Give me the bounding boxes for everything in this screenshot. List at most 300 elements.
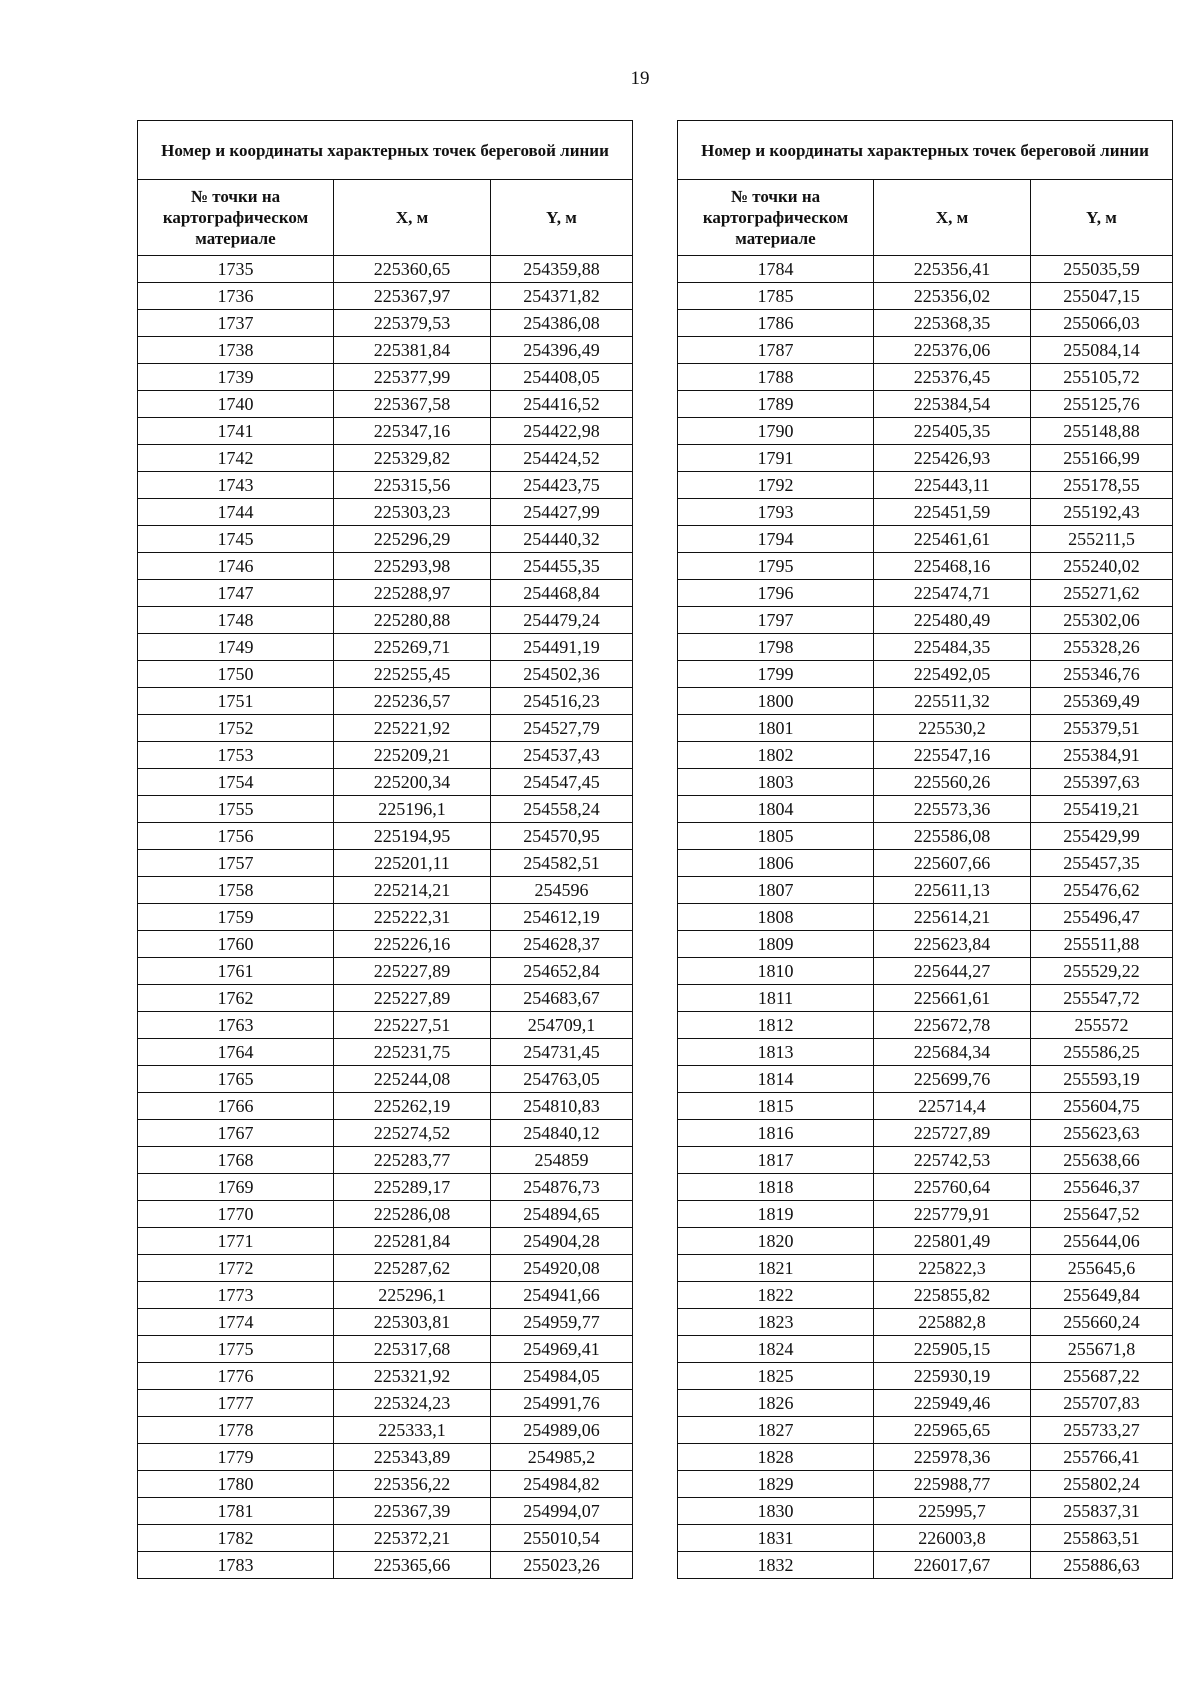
cell-y: 254991,76 — [491, 1390, 633, 1417]
cell-y: 254989,06 — [491, 1417, 633, 1444]
cell-x: 226017,67 — [874, 1552, 1031, 1579]
cell-x: 226003,8 — [874, 1525, 1031, 1552]
table-row — [138, 1174, 633, 1201]
cell-x: 225607,66 — [874, 850, 1031, 877]
cell-point-number: 1738 — [138, 337, 334, 364]
cell-x: 225492,05 — [874, 661, 1031, 688]
table-row — [678, 796, 1173, 823]
cell-point-number: 1814 — [678, 1066, 874, 1093]
cell-x: 225801,49 — [874, 1228, 1031, 1255]
table-row — [138, 796, 633, 823]
cell-point-number: 1787 — [678, 337, 874, 364]
table-row — [138, 688, 633, 715]
table-row — [138, 553, 633, 580]
cell-point-number: 1806 — [678, 850, 874, 877]
cell-x: 225586,08 — [874, 823, 1031, 850]
table-row — [138, 1363, 633, 1390]
table-row — [678, 418, 1173, 445]
cell-point-number: 1818 — [678, 1174, 874, 1201]
cell-point-number: 1770 — [138, 1201, 334, 1228]
cell-y: 255125,76 — [1031, 391, 1173, 418]
cell-y: 255047,15 — [1031, 283, 1173, 310]
cell-point-number: 1816 — [678, 1120, 874, 1147]
table-row — [678, 688, 1173, 715]
cell-y: 255687,22 — [1031, 1363, 1173, 1390]
cell-x: 225530,2 — [874, 715, 1031, 742]
cell-y: 254612,19 — [491, 904, 633, 931]
cell-point-number: 1813 — [678, 1039, 874, 1066]
cell-y: 255863,51 — [1031, 1525, 1173, 1552]
table-row — [138, 445, 633, 472]
cell-y: 254570,95 — [491, 823, 633, 850]
cell-x: 225221,92 — [334, 715, 491, 742]
table-row — [138, 1309, 633, 1336]
cell-point-number: 1796 — [678, 580, 874, 607]
cell-point-number: 1791 — [678, 445, 874, 472]
table-row — [138, 634, 633, 661]
cell-point-number: 1751 — [138, 688, 334, 715]
cell-point-number: 1827 — [678, 1417, 874, 1444]
column-header-x: X, м — [334, 180, 491, 256]
table-row — [678, 364, 1173, 391]
cell-y: 255660,24 — [1031, 1309, 1173, 1336]
cell-point-number: 1797 — [678, 607, 874, 634]
cell-y: 255604,75 — [1031, 1093, 1173, 1120]
cell-y: 254984,82 — [491, 1471, 633, 1498]
cell-point-number: 1746 — [138, 553, 334, 580]
cell-x: 225288,97 — [334, 580, 491, 607]
cell-y: 255419,21 — [1031, 796, 1173, 823]
cell-y: 255023,26 — [491, 1552, 633, 1579]
cell-y: 255837,31 — [1031, 1498, 1173, 1525]
cell-x: 225365,66 — [334, 1552, 491, 1579]
cell-point-number: 1743 — [138, 472, 334, 499]
table-row — [138, 364, 633, 391]
cell-point-number: 1747 — [138, 580, 334, 607]
cell-x: 225262,19 — [334, 1093, 491, 1120]
cell-x: 225315,56 — [334, 472, 491, 499]
cell-point-number: 1768 — [138, 1147, 334, 1174]
table-row — [678, 1066, 1173, 1093]
cell-y: 254969,41 — [491, 1336, 633, 1363]
cell-y: 255572 — [1031, 1012, 1173, 1039]
cell-x: 225376,45 — [874, 364, 1031, 391]
table-row — [678, 337, 1173, 364]
cell-y: 255302,06 — [1031, 607, 1173, 634]
table-row — [138, 1525, 633, 1552]
cell-x: 225324,23 — [334, 1390, 491, 1417]
table-row — [678, 1201, 1173, 1228]
cell-point-number: 1782 — [138, 1525, 334, 1552]
cell-x: 225231,75 — [334, 1039, 491, 1066]
table-row — [138, 1039, 633, 1066]
table-row — [678, 931, 1173, 958]
table-title: Номер и координаты характерных точек береговой линии — [138, 121, 633, 180]
table-row — [678, 1039, 1173, 1066]
cell-x: 225949,46 — [874, 1390, 1031, 1417]
cell-point-number: 1792 — [678, 472, 874, 499]
cell-point-number: 1764 — [138, 1039, 334, 1066]
cell-y: 255429,99 — [1031, 823, 1173, 850]
cell-x: 225714,4 — [874, 1093, 1031, 1120]
cell-point-number: 1769 — [138, 1174, 334, 1201]
cell-point-number: 1831 — [678, 1525, 874, 1552]
table-row — [678, 1147, 1173, 1174]
table-row — [138, 1228, 633, 1255]
cell-y: 254859 — [491, 1147, 633, 1174]
cell-y: 255178,55 — [1031, 472, 1173, 499]
cell-x: 225356,41 — [874, 256, 1031, 283]
table-row — [138, 958, 633, 985]
table-row — [678, 1390, 1173, 1417]
cell-point-number: 1765 — [138, 1066, 334, 1093]
cell-point-number: 1740 — [138, 391, 334, 418]
cell-x: 225227,51 — [334, 1012, 491, 1039]
table-row — [138, 283, 633, 310]
cell-point-number: 1745 — [138, 526, 334, 553]
cell-x: 225905,15 — [874, 1336, 1031, 1363]
cell-x: 225511,32 — [874, 688, 1031, 715]
cell-point-number: 1780 — [138, 1471, 334, 1498]
table-row — [678, 1282, 1173, 1309]
table-row — [138, 1498, 633, 1525]
table-row — [678, 823, 1173, 850]
cell-point-number: 1820 — [678, 1228, 874, 1255]
table-row — [678, 391, 1173, 418]
cell-x: 225296,29 — [334, 526, 491, 553]
cell-y: 254547,45 — [491, 769, 633, 796]
table-row — [138, 1417, 633, 1444]
table-row — [678, 1255, 1173, 1282]
table-row — [678, 1525, 1173, 1552]
table-row — [678, 634, 1173, 661]
cell-y: 254527,79 — [491, 715, 633, 742]
table-row — [138, 877, 633, 904]
table-row — [678, 742, 1173, 769]
table-row — [678, 769, 1173, 796]
cell-x: 225226,16 — [334, 931, 491, 958]
cell-x: 225227,89 — [334, 985, 491, 1012]
cell-point-number: 1775 — [138, 1336, 334, 1363]
cell-y: 254582,51 — [491, 850, 633, 877]
cell-x: 225855,82 — [874, 1282, 1031, 1309]
table-row — [138, 715, 633, 742]
cell-x: 225965,65 — [874, 1417, 1031, 1444]
cell-point-number: 1794 — [678, 526, 874, 553]
cell-y: 254731,45 — [491, 1039, 633, 1066]
page-number: 19 — [630, 68, 650, 89]
cell-point-number: 1781 — [138, 1498, 334, 1525]
cell-point-number: 1799 — [678, 661, 874, 688]
cell-x: 225289,17 — [334, 1174, 491, 1201]
cell-x: 225443,11 — [874, 472, 1031, 499]
table-row — [678, 580, 1173, 607]
cell-x: 225547,16 — [874, 742, 1031, 769]
cell-point-number: 1829 — [678, 1471, 874, 1498]
cell-y: 254440,32 — [491, 526, 633, 553]
cell-y: 254408,05 — [491, 364, 633, 391]
cell-point-number: 1749 — [138, 634, 334, 661]
cell-x: 225573,36 — [874, 796, 1031, 823]
cell-y: 255733,27 — [1031, 1417, 1173, 1444]
cell-point-number: 1756 — [138, 823, 334, 850]
cell-point-number: 1753 — [138, 742, 334, 769]
cell-y: 255547,72 — [1031, 985, 1173, 1012]
cell-point-number: 1830 — [678, 1498, 874, 1525]
cell-y: 255586,25 — [1031, 1039, 1173, 1066]
table-row — [678, 553, 1173, 580]
cell-x: 225468,16 — [874, 553, 1031, 580]
cell-y: 254468,84 — [491, 580, 633, 607]
table-row — [138, 499, 633, 526]
table-row — [678, 1444, 1173, 1471]
table-row — [138, 337, 633, 364]
table-title: Номер и координаты характерных точек береговой линии — [678, 121, 1173, 180]
cell-point-number: 1758 — [138, 877, 334, 904]
cell-x: 225644,27 — [874, 958, 1031, 985]
cell-x: 225760,64 — [874, 1174, 1031, 1201]
cell-y: 255084,14 — [1031, 337, 1173, 364]
table-row — [138, 1336, 633, 1363]
cell-point-number: 1773 — [138, 1282, 334, 1309]
cell-y: 254876,73 — [491, 1174, 633, 1201]
table-row — [678, 499, 1173, 526]
cell-y: 255766,41 — [1031, 1444, 1173, 1471]
cell-x: 225661,61 — [874, 985, 1031, 1012]
cell-y: 254491,19 — [491, 634, 633, 661]
cell-point-number: 1761 — [138, 958, 334, 985]
cell-point-number: 1815 — [678, 1093, 874, 1120]
table-row — [678, 1120, 1173, 1147]
table-row — [678, 1552, 1173, 1579]
cell-x: 225321,92 — [334, 1363, 491, 1390]
cell-x: 225461,61 — [874, 526, 1031, 553]
table-row — [678, 715, 1173, 742]
table-row — [678, 1012, 1173, 1039]
cell-y: 255707,83 — [1031, 1390, 1173, 1417]
cell-y: 254502,36 — [491, 661, 633, 688]
cell-point-number: 1800 — [678, 688, 874, 715]
table-row — [678, 1417, 1173, 1444]
table-row — [138, 1120, 633, 1147]
column-header-y: Y, м — [1031, 180, 1173, 256]
table-row — [678, 661, 1173, 688]
cell-y: 254810,83 — [491, 1093, 633, 1120]
cell-point-number: 1812 — [678, 1012, 874, 1039]
cell-y: 254416,52 — [491, 391, 633, 418]
cell-x: 225222,31 — [334, 904, 491, 931]
cell-y: 254920,08 — [491, 1255, 633, 1282]
cell-y: 254423,75 — [491, 472, 633, 499]
table-row — [138, 580, 633, 607]
table-row — [138, 1201, 633, 1228]
cell-x: 225451,59 — [874, 499, 1031, 526]
cell-y: 255457,35 — [1031, 850, 1173, 877]
cell-x: 225372,21 — [334, 1525, 491, 1552]
cell-x: 225426,93 — [874, 445, 1031, 472]
cell-x: 225343,89 — [334, 1444, 491, 1471]
cell-point-number: 1755 — [138, 796, 334, 823]
cell-y: 255148,88 — [1031, 418, 1173, 445]
cell-y: 255397,63 — [1031, 769, 1173, 796]
cell-y: 254840,12 — [491, 1120, 633, 1147]
table-row — [138, 931, 633, 958]
cell-y: 255623,63 — [1031, 1120, 1173, 1147]
cell-y: 255671,8 — [1031, 1336, 1173, 1363]
cell-y: 255240,02 — [1031, 553, 1173, 580]
cell-point-number: 1824 — [678, 1336, 874, 1363]
cell-y: 254537,43 — [491, 742, 633, 769]
cell-x: 225672,78 — [874, 1012, 1031, 1039]
cell-x: 225356,02 — [874, 283, 1031, 310]
cell-y: 255369,49 — [1031, 688, 1173, 715]
cell-y: 254959,77 — [491, 1309, 633, 1336]
table-row — [678, 958, 1173, 985]
cell-point-number: 1784 — [678, 256, 874, 283]
column-header-point-number: № точки на картографическом материале — [138, 180, 334, 256]
cell-y: 255593,19 — [1031, 1066, 1173, 1093]
cell-x: 225303,81 — [334, 1309, 491, 1336]
cell-point-number: 1786 — [678, 310, 874, 337]
cell-y: 254894,65 — [491, 1201, 633, 1228]
cell-x: 225978,36 — [874, 1444, 1031, 1471]
cell-point-number: 1744 — [138, 499, 334, 526]
cell-point-number: 1754 — [138, 769, 334, 796]
table-row — [138, 1066, 633, 1093]
table-row — [678, 310, 1173, 337]
cell-x: 225255,45 — [334, 661, 491, 688]
table-row — [678, 904, 1173, 931]
table-row — [138, 310, 633, 337]
table-row — [138, 904, 633, 931]
table-row — [138, 769, 633, 796]
cell-y: 254422,98 — [491, 418, 633, 445]
cell-x: 225287,62 — [334, 1255, 491, 1282]
cell-x: 225194,95 — [334, 823, 491, 850]
table-row — [138, 1012, 633, 1039]
cell-y: 254455,35 — [491, 553, 633, 580]
table-row — [138, 1255, 633, 1282]
cell-y: 255105,72 — [1031, 364, 1173, 391]
cell-point-number: 1822 — [678, 1282, 874, 1309]
cell-x: 225367,39 — [334, 1498, 491, 1525]
cell-point-number: 1821 — [678, 1255, 874, 1282]
cell-y: 254427,99 — [491, 499, 633, 526]
cell-y: 254904,28 — [491, 1228, 633, 1255]
cell-x: 225742,53 — [874, 1147, 1031, 1174]
cell-point-number: 1789 — [678, 391, 874, 418]
cell-x: 225317,68 — [334, 1336, 491, 1363]
cell-point-number: 1776 — [138, 1363, 334, 1390]
cell-x: 225356,22 — [334, 1471, 491, 1498]
cell-x: 225280,88 — [334, 607, 491, 634]
cell-x: 225293,98 — [334, 553, 491, 580]
coordinates-table-right — [677, 120, 1173, 1579]
cell-x: 225209,21 — [334, 742, 491, 769]
cell-x: 225623,84 — [874, 931, 1031, 958]
cell-x: 225347,16 — [334, 418, 491, 445]
cell-x: 225286,08 — [334, 1201, 491, 1228]
cell-y: 255476,62 — [1031, 877, 1173, 904]
cell-x: 225376,06 — [874, 337, 1031, 364]
cell-point-number: 1783 — [138, 1552, 334, 1579]
cell-x: 225699,76 — [874, 1066, 1031, 1093]
cell-point-number: 1808 — [678, 904, 874, 931]
cell-y: 255346,76 — [1031, 661, 1173, 688]
cell-point-number: 1742 — [138, 445, 334, 472]
cell-point-number: 1760 — [138, 931, 334, 958]
cell-point-number: 1823 — [678, 1309, 874, 1336]
table-row — [138, 1444, 633, 1471]
cell-y: 255379,51 — [1031, 715, 1173, 742]
cell-y: 255192,43 — [1031, 499, 1173, 526]
cell-point-number: 1741 — [138, 418, 334, 445]
table-row — [138, 1093, 633, 1120]
table-row — [678, 850, 1173, 877]
table-row — [138, 850, 633, 877]
cell-point-number: 1805 — [678, 823, 874, 850]
table-row — [678, 985, 1173, 1012]
table-row — [678, 1363, 1173, 1390]
table-row — [678, 877, 1173, 904]
table-row — [138, 1282, 633, 1309]
table-row — [138, 526, 633, 553]
cell-point-number: 1798 — [678, 634, 874, 661]
cell-point-number: 1757 — [138, 850, 334, 877]
cell-x: 225474,71 — [874, 580, 1031, 607]
cell-point-number: 1774 — [138, 1309, 334, 1336]
cell-y: 254386,08 — [491, 310, 633, 337]
cell-y: 255066,03 — [1031, 310, 1173, 337]
cell-y: 255802,24 — [1031, 1471, 1173, 1498]
cell-point-number: 1826 — [678, 1390, 874, 1417]
cell-y: 255328,26 — [1031, 634, 1173, 661]
table-row — [678, 283, 1173, 310]
cell-y: 255646,37 — [1031, 1174, 1173, 1201]
cell-x: 225329,82 — [334, 445, 491, 472]
cell-x: 225405,35 — [874, 418, 1031, 445]
cell-x: 225303,23 — [334, 499, 491, 526]
cell-point-number: 1739 — [138, 364, 334, 391]
table-row — [678, 1336, 1173, 1363]
table-row — [138, 1147, 633, 1174]
cell-y: 255211,5 — [1031, 526, 1173, 553]
cell-y: 255886,63 — [1031, 1552, 1173, 1579]
cell-x: 225684,34 — [874, 1039, 1031, 1066]
cell-x: 225244,08 — [334, 1066, 491, 1093]
cell-point-number: 1763 — [138, 1012, 334, 1039]
cell-y: 254396,49 — [491, 337, 633, 364]
cell-x: 225560,26 — [874, 769, 1031, 796]
table-row — [138, 742, 633, 769]
cell-point-number: 1779 — [138, 1444, 334, 1471]
cell-point-number: 1825 — [678, 1363, 874, 1390]
table-row — [678, 607, 1173, 634]
table-row — [678, 445, 1173, 472]
cell-x: 225379,53 — [334, 310, 491, 337]
column-header-y: Y, м — [491, 180, 633, 256]
cell-y: 255529,22 — [1031, 958, 1173, 985]
cell-x: 225995,7 — [874, 1498, 1031, 1525]
cell-x: 225196,1 — [334, 796, 491, 823]
cell-x: 225214,21 — [334, 877, 491, 904]
coordinates-table-left — [137, 120, 633, 1579]
cell-point-number: 1832 — [678, 1552, 874, 1579]
table-row — [138, 1552, 633, 1579]
cell-x: 225384,54 — [874, 391, 1031, 418]
cell-x: 225227,89 — [334, 958, 491, 985]
table-row — [138, 472, 633, 499]
